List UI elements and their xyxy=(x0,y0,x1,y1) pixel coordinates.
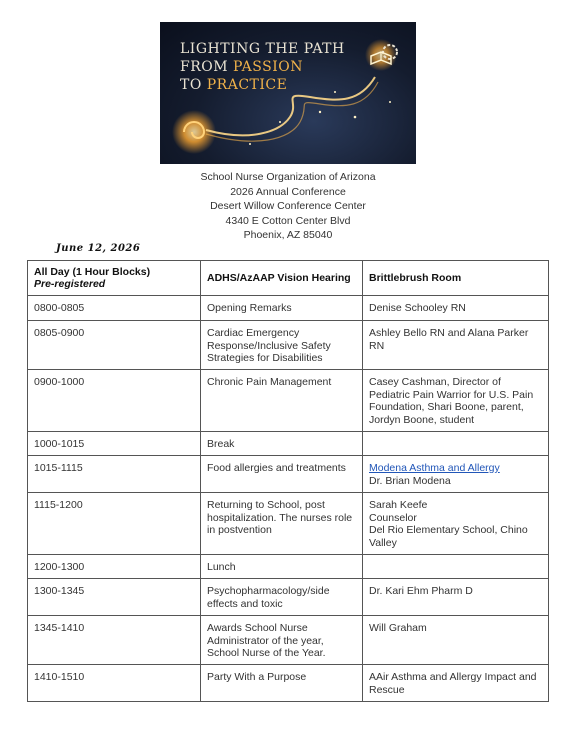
speaker-cell: Will Graham xyxy=(363,616,549,665)
table-row xyxy=(28,665,549,702)
speaker-cell: Denise Schooley RN xyxy=(363,296,549,321)
session-cell: Returning to School, post hospitalization. The nurses role in postvention xyxy=(201,493,363,555)
session-cell: Chronic Pain Management xyxy=(201,370,363,432)
time-cell: 1300-1345 xyxy=(28,579,201,616)
banner-line2-highlight: PASSION xyxy=(233,59,303,75)
banner-title-line1: LIGHTING THE PATH xyxy=(180,41,345,57)
speaker-cell xyxy=(363,493,549,555)
table-row xyxy=(28,370,549,432)
table-row xyxy=(28,579,549,616)
speaker-cell: AAir Asthma and Allergy Impact and Rescue xyxy=(363,665,549,702)
table-row xyxy=(28,296,549,321)
speaker-cell: Casey Cashman, Director of Pediatric Pain Warrior for U.S. Pain Foundation, Shari Boone, parent, Jordyn Boone, student xyxy=(363,370,549,432)
time-cell: 1000-1015 xyxy=(28,432,201,456)
schedule-table xyxy=(27,260,549,702)
banner-title-line2 xyxy=(180,60,303,74)
time-cell: 1410-1510 xyxy=(28,665,201,702)
header-all-day-label: All Day (1 Hour Blocks) xyxy=(34,265,151,278)
venue-street: 4340 E Cotton Center Blvd xyxy=(225,214,351,227)
speaker-cell: Dr. Kari Ehm Pharm D xyxy=(363,579,549,616)
spiral-glow xyxy=(172,110,216,154)
session-cell: Lunch xyxy=(201,555,363,579)
organization-name: School Nurse Organization of Arizona xyxy=(200,171,376,183)
banner-line2-prefix: FROM xyxy=(180,59,234,75)
header-all-day xyxy=(28,261,201,296)
banner-line3-highlight: PRACTICE xyxy=(206,77,288,93)
venue-name: Desert Willow Conference Center xyxy=(210,200,366,212)
event-name: 2026 Annual Conference xyxy=(230,185,346,198)
time-cell: 0800-0805 xyxy=(28,296,201,321)
time-cell: 1115-1200 xyxy=(28,493,201,555)
table-row xyxy=(28,321,549,370)
table-row xyxy=(28,616,549,665)
session-cell: Break xyxy=(201,432,363,456)
conference-banner xyxy=(160,22,416,164)
session-cell: Food allergies and treatments xyxy=(201,456,363,493)
table-row xyxy=(28,432,549,456)
session-cell: Party With a Purpose xyxy=(201,665,363,702)
time-cell: 1200-1300 xyxy=(28,555,201,579)
session-cell: Cardiac Emergency Response/Inclusive Safety Strategies for Disabilities xyxy=(201,321,363,370)
time-cell: 0900-1000 xyxy=(28,370,201,432)
banner-title-line3 xyxy=(180,78,287,92)
session-cell: Opening Remarks xyxy=(201,296,363,321)
header-session-room: ADHS/AzAAP Vision Hearing xyxy=(201,261,363,296)
session-cell: Psychopharmacology/side effects and toxic xyxy=(201,579,363,616)
modena-asthma-allergy-link[interactable]: Modena Asthma and Allergy xyxy=(369,462,500,474)
speaker-title: Counselor xyxy=(369,511,417,524)
header-preregistered: Pre-registered xyxy=(34,278,106,290)
speaker-name: Dr. Brian Modena xyxy=(369,474,451,487)
time-cell: 1015-1115 xyxy=(28,456,201,493)
speaker-cell: Ashley Bello RN and Alana Parker RN xyxy=(363,321,549,370)
speaker-affiliation: Del Rio Elementary School, Chino Valley xyxy=(369,524,528,549)
event-date: June 12, 2026 xyxy=(56,243,141,254)
conference-info xyxy=(0,170,565,243)
table-row xyxy=(28,555,549,579)
time-cell: 1345-1410 xyxy=(28,616,201,665)
time-cell: 0805-0900 xyxy=(28,321,201,370)
banner-line3-prefix: TO xyxy=(180,77,207,93)
speaker-cell xyxy=(363,432,549,456)
venue-city: Phoenix, AZ 85040 xyxy=(243,229,333,241)
speaker-name: Sarah Keefe xyxy=(369,499,428,511)
table-row xyxy=(28,456,549,493)
table-header-row xyxy=(28,261,549,296)
speaker-cell xyxy=(363,555,549,579)
speaker-cell xyxy=(363,456,549,493)
header-brittlebrush-room: Brittlebrush Room xyxy=(363,261,549,296)
session-cell: Awards School Nurse Administrator of the year, School Nurse of the Year. xyxy=(201,616,363,665)
table-row xyxy=(28,493,549,555)
